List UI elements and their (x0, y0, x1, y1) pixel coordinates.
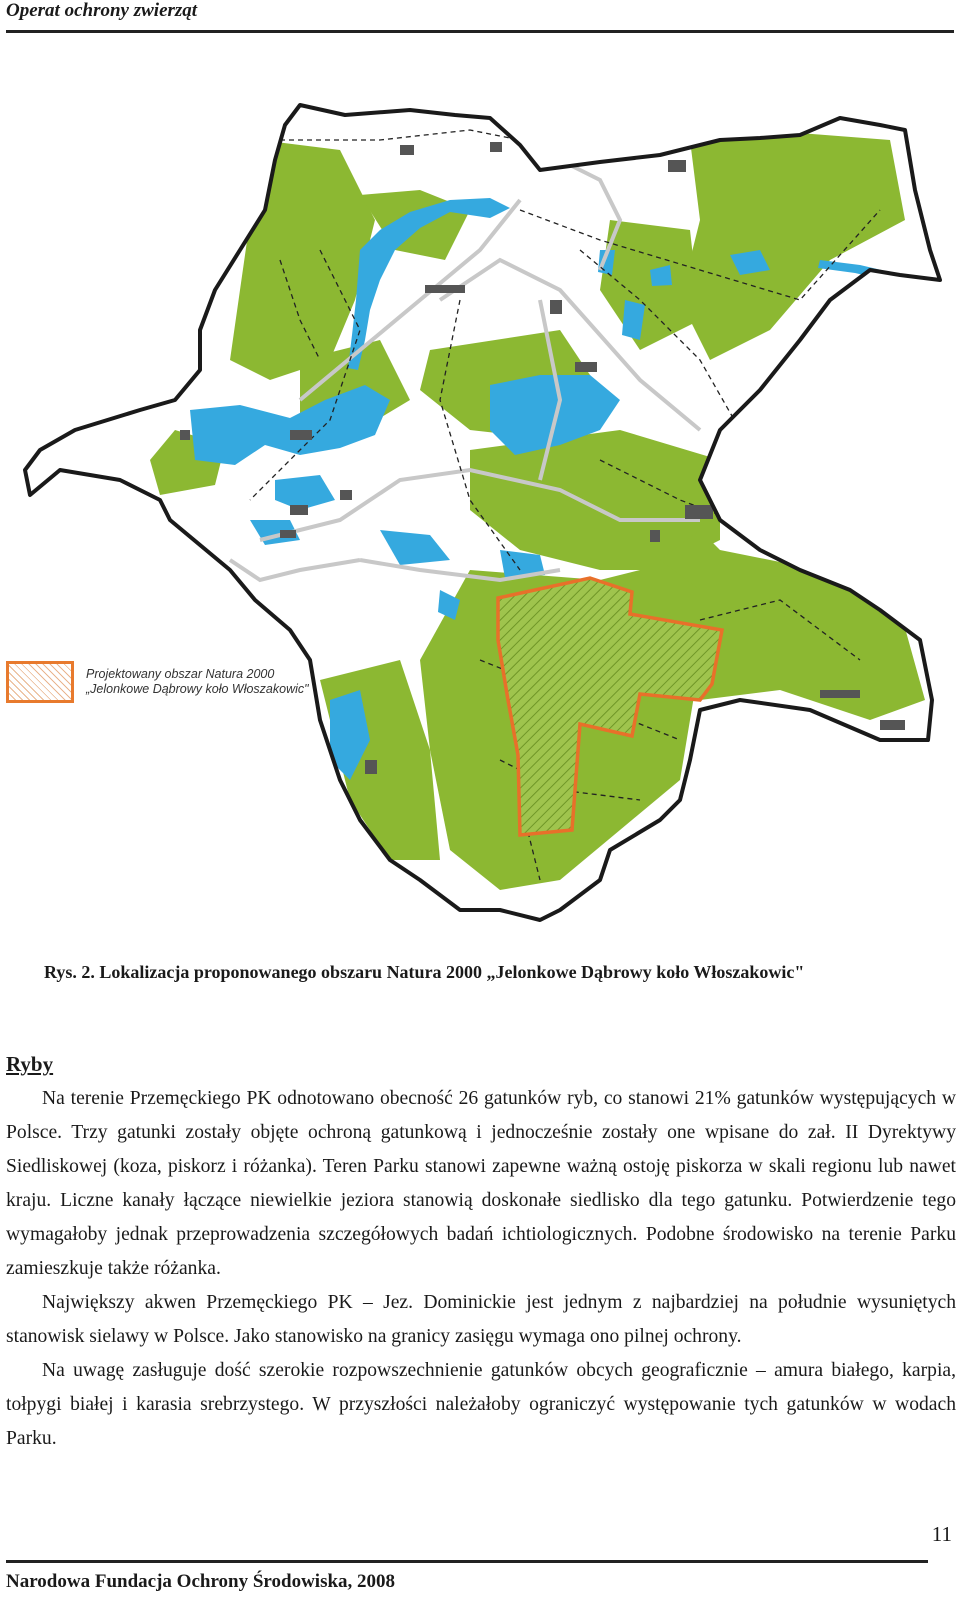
paragraph: Największy akwen Przemęckiego PK – Jez. Dominickie jest jednym z najbardziej na południe wysuniętych stanowisk sielawy w Polsce. Jako stanowisko na granicy zasięgu wymaga ono pilnej ochrony. (6, 1292, 956, 1347)
section-heading: Ryby (6, 1052, 54, 1076)
park-map (0, 100, 960, 940)
paragraph: Na uwagę zasługuje dość szerokie rozpowszechnienie gatunków obcych geograficznie – amura białego, karpia, tołpygi białej i karasia srebrzystego. W przyszłości należałoby ograniczyć występowanie tych gatunków w wodach Parku. (6, 1360, 956, 1449)
page-footer (6, 1560, 928, 1593)
running-title: Operat ochrony zwierząt (6, 0, 198, 21)
legend-label (86, 667, 309, 697)
running-header (6, 0, 954, 33)
legend-line-1: Projektowany obszar Natura 2000 (86, 667, 275, 681)
footer-text: Narodowa Fundacja Ochrony Środowiska, 2008 (6, 1571, 396, 1592)
figure-caption: Rys. 2. Lokalizacja proponowanego obszaru Natura 2000 „Jelonkowe Dąbrowy koło Włoszakowic" (44, 962, 805, 982)
park-map-svg (0, 100, 960, 940)
paragraph: Na terenie Przemęckiego PK odnotowano obecność 26 gatunków ryb, co stanowi 21% gatunków występujących w Polsce. Trzy gatunki zostały objęte ochroną gatunkową i jednocześnie zostały one wpisane do zał. II Dyrektywy Siedliskowej (koza, piskorz i różanka). Teren Parku stanowi zapewne ważną ostoję piskorza w skali regionu lub nawet kraju. Liczne kanały łączące niewielkie jeziora stanowią doskonałe siedlisko dla tego gatunku. Potwierdzenie tego wymagałoby jednak przeprowadzenia szczegółowych badań ichtiologicznych. Podobne środowisko na terenie Parku zamieszkuje także różanka. (6, 1088, 956, 1279)
page-number: 11 (931, 1522, 952, 1546)
legend-swatch-natura (6, 661, 74, 703)
section-body (6, 1082, 956, 1456)
legend-line-2: „Jelonkowe Dąbrowy koło Włoszakowic" (86, 682, 309, 696)
map-legend (6, 661, 336, 709)
